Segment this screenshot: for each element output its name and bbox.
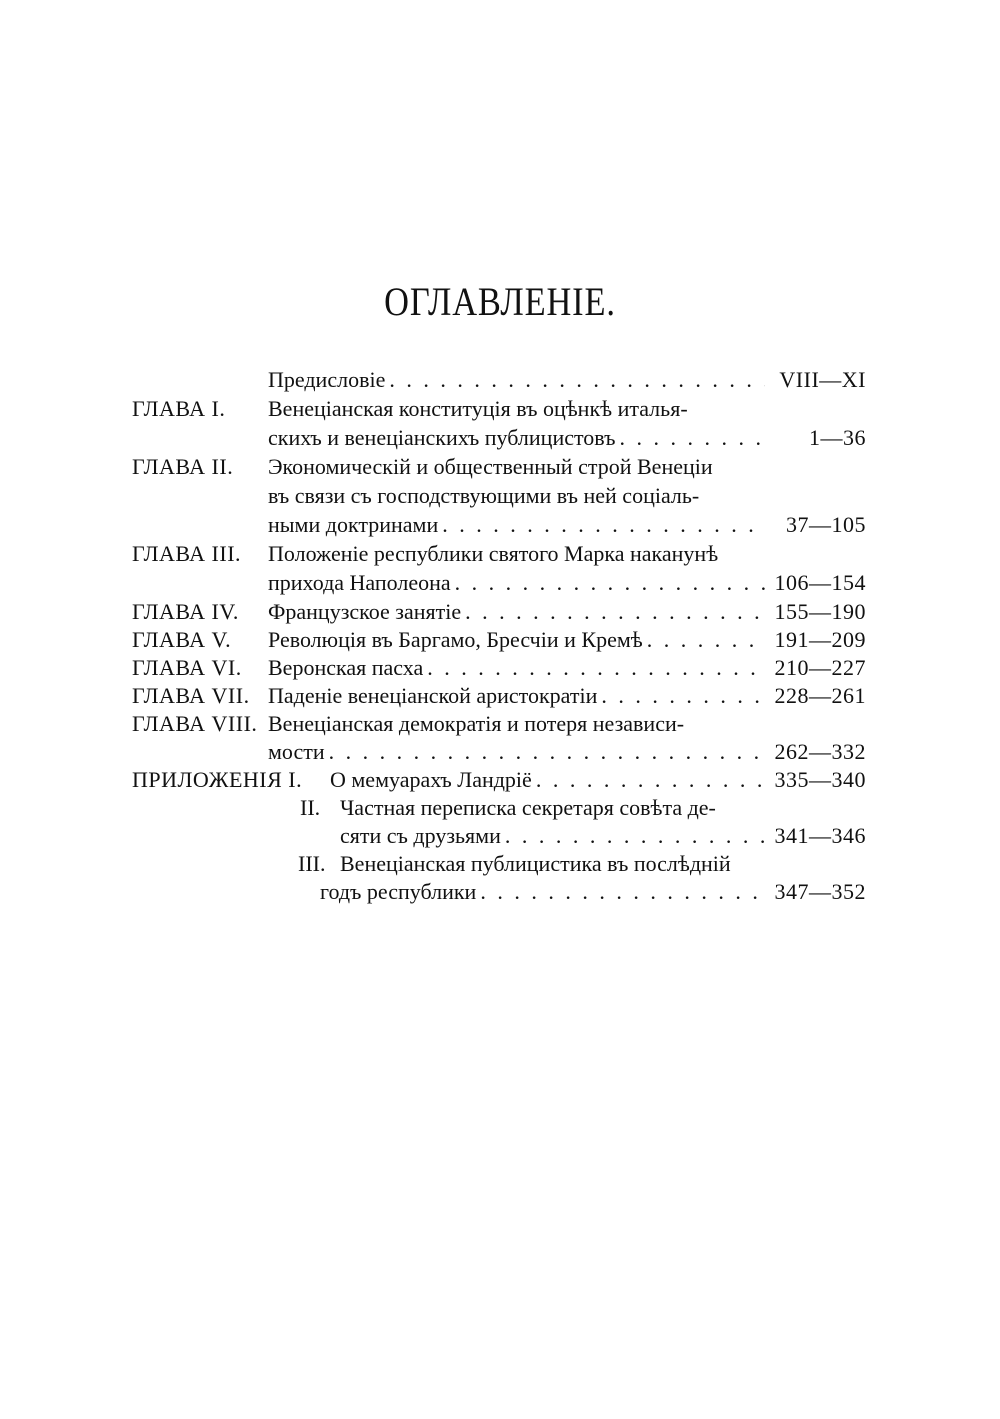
toc-entry-label: II. — [300, 795, 321, 820]
leader-dots — [532, 766, 765, 793]
toc-entry-label: ПРИЛОЖЕНІЯ I. — [132, 767, 303, 792]
toc-entry-text: Венеціанская публицистика въ послѣдній — [340, 851, 731, 876]
toc-entry-label: ГЛАВА VI. — [132, 655, 242, 680]
toc-entry-pages: 335—340 — [774, 767, 866, 792]
toc-entry-text: Частная переписка секретаря совѣта де- — [340, 795, 716, 820]
leader-dots — [461, 598, 765, 625]
toc-entry-pages: 191—209 — [774, 627, 866, 652]
toc-entry-text: О мемуарахъ Ландріё — [330, 767, 532, 792]
leader-dots — [325, 738, 765, 765]
toc-entry-appendix-1 — [330, 766, 765, 793]
leader-dots — [476, 878, 765, 905]
toc-entry-text: Веронская пасха — [268, 655, 424, 680]
toc-entry-text: Венеціанская демократія и потеря независи- — [268, 711, 685, 736]
toc-entry-label: ГЛАВА I. — [132, 396, 226, 421]
toc-entry-label: ГЛАВА III. — [132, 541, 242, 566]
toc-entry-chapter-7 — [268, 682, 765, 709]
toc-entry-pages: 155—190 — [774, 599, 866, 624]
toc-entry-text: скихъ и венеціанскихъ публицистовъ — [268, 425, 616, 450]
leader-dots — [597, 682, 765, 709]
leader-dots — [643, 626, 765, 653]
toc-entry-chapter-8 — [268, 738, 765, 765]
leader-dots — [501, 822, 765, 849]
toc-entry-appendix-3 — [320, 878, 765, 905]
toc-entry-text: Положеніе республики святого Марка наканунѣ — [268, 541, 719, 566]
toc-entry-pages: 106—154 — [774, 570, 866, 595]
toc-entry-label: ГЛАВА II. — [132, 454, 234, 479]
toc-entry-pages: 37—105 — [786, 512, 866, 537]
toc-entry-text: въ связи съ господствующими въ ней соціаль- — [268, 483, 700, 508]
toc-entry-text: Предисловіе — [268, 367, 386, 392]
toc-entry-chapter-6 — [268, 654, 765, 681]
toc-entry-label: ГЛАВА V. — [132, 627, 232, 652]
toc-entry-label: ГЛАВА IV. — [132, 599, 239, 624]
page-title: ОГЛАВЛЕНІЕ. — [384, 279, 616, 324]
toc-entry-text: Паденіе венеціанской аристократіи — [268, 683, 598, 708]
toc-entry-text: Венеціанская конституція въ оцѣнкѣ италья- — [268, 396, 688, 421]
toc-entry-text: Французское занятіе — [268, 599, 462, 624]
leader-dots — [438, 511, 765, 538]
toc-entry-pages: VIII—XI — [779, 367, 866, 392]
toc-entry-label: III. — [298, 851, 326, 876]
leader-dots — [423, 654, 765, 681]
toc-entry-label: ГЛАВА VIII. — [132, 711, 258, 736]
leader-dots — [385, 366, 765, 393]
toc-entry-pages: 262—332 — [774, 739, 866, 764]
leader-dots — [616, 424, 765, 451]
toc-entry-text: сяти съ друзьями — [340, 823, 501, 848]
toc-entry-text: Экономическій и общественный строй Венеціи — [268, 454, 713, 479]
toc-entry-text: Революція въ Баргамо, Бресчіи и Кремѣ — [268, 627, 643, 652]
toc-entry-chapter-2 — [268, 511, 765, 538]
toc-entry-text: ными доктринами — [268, 512, 439, 537]
toc-entry-label: ГЛАВА VII. — [132, 683, 250, 708]
toc-entry-appendix-2 — [340, 822, 765, 849]
toc-entry-pages: 228—261 — [774, 683, 866, 708]
toc-entry-pages: 210—227 — [774, 655, 866, 680]
leader-dots — [451, 569, 765, 596]
toc-entry-chapter-5 — [268, 626, 765, 653]
toc-entry-text: прихода Наполеона — [268, 570, 451, 595]
toc-entry-chapter-3 — [268, 569, 765, 596]
toc-entry-text: мости — [268, 739, 325, 764]
toc-entry-text: годъ республики — [320, 879, 477, 904]
toc-entry-preface — [268, 366, 765, 393]
toc-entry-pages: 1—36 — [809, 425, 866, 450]
toc-entry-pages: 341—346 — [774, 823, 866, 848]
toc-entry-chapter-4 — [268, 598, 765, 625]
toc-entry-pages: 347—352 — [774, 879, 866, 904]
toc-entry-chapter-1 — [268, 424, 765, 451]
